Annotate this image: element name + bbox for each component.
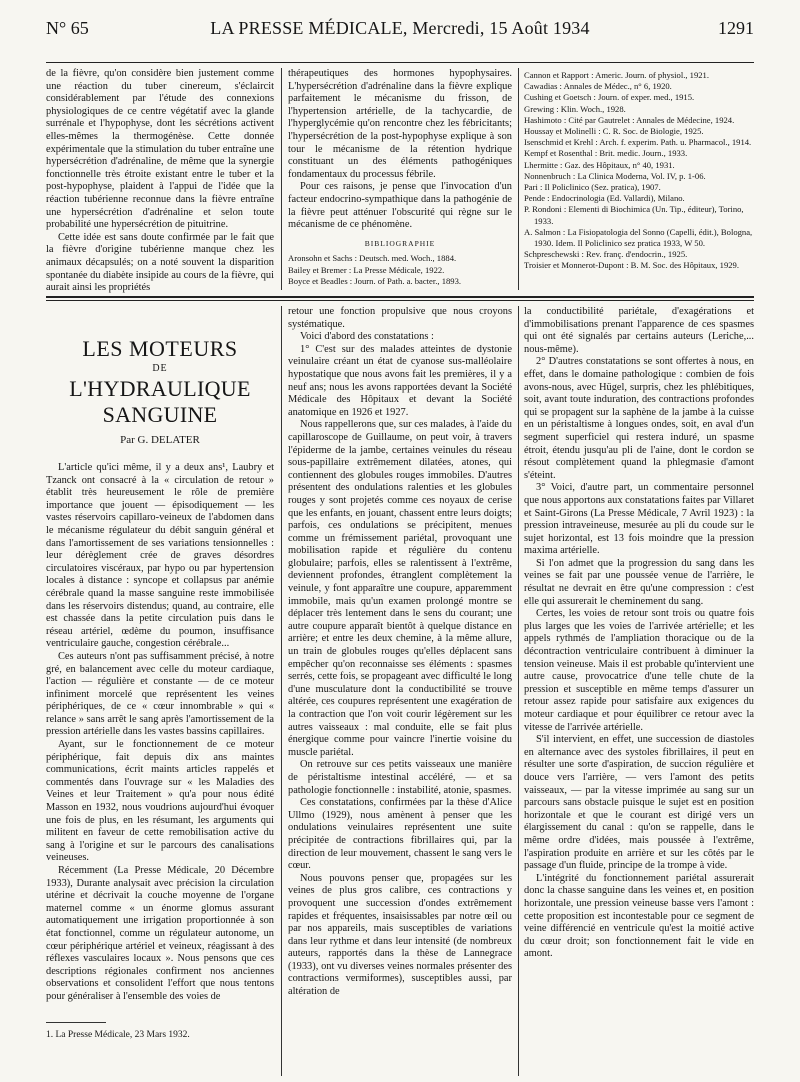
article-column-3 (524, 306, 754, 1076)
bibliography-list (288, 253, 512, 287)
bibliography-entry: Nonnenbruch : La Clinica Moderna, Vol. IV, p. 1-06. (524, 170, 706, 181)
bibliography-entry: Aronsohn et Sachs : Deutsch. med. Woch., 1884. (288, 253, 457, 264)
paragraph: On retrouve sur ces petits vaisseaux une manière de péristaltisme intestinal accéléré, — et sa pathologie fonctionnelle : instabilité, atonie, spasmes. (288, 759, 512, 796)
paragraph: Ces constatations, confirmées par la thèse d'Alice Ullmo (1929), nous amènent à penser que les ondulations veinulaires représentent une suite précipitée de contractions fibrillaires qui, par la direction de leur mouvement, chassent le sang vers le cœur. (288, 797, 512, 872)
paragraph: S'il intervient, en effet, une succession de diastoles en alternance avec des systoles fibrillaires, il peut en résulter une sorte d'aspiration, de succion régulière et douce vers l'arrière, — vers l'amont des petits vaisseaux, — par la vitesse imprimée au sang sur un parcours sans obstacle puisque le sujet est en position horizontale et que le courant est dirigé vers un élargissement du canal : qu'on se rappelle, dans le même ordre d'idées, mais poussée à l'extrême, l'aspiration produite en arrière et sur les côtés par le passage d'un fluide, principe de la trompe à vide. (524, 734, 754, 872)
paragraph: Ayant, sur le fonctionnement de ce moteur périphérique, fait depuis dix ans maintes communications, écrit maints articles rappelés et commentés dans l'ouvrage sur « les Maladies des Veines et leur Traitement » qu'a pour nous édité Masson en 1932, nous voudrions aujourd'hui évoquer une fois de plus, en les résumant, les arguments qui militent en faveur de cette remobilisation active du sang à l'origine et sur le parcours des canalisations veineuses. (46, 739, 274, 864)
top-column-1 (46, 68, 274, 294)
bibliography-entry: Hashimoto : Cité par Gautrelet : Annales de Médecine, 1924. (524, 114, 735, 125)
bibliography-heading: BIBLIOGRAPHIE (364, 238, 436, 248)
paragraph: 1° C'est sur des malades atteintes de dystonie veinulaire créant un état de cyanose sus-malléolaire hypostatique que nous avons fait les premières, il y a neuf ans; nous les avons rapportées devant la Société Médicale des Hôpitaux et devant la Société anatomique en 1926 et 1927. (288, 343, 512, 418)
column-divider (518, 68, 519, 290)
bibliography-column (524, 70, 754, 290)
column-divider (518, 306, 519, 1076)
paragraph: Nous pouvons penser que, propagées sur les veines de plus gros calibre, ces contractions y provoquent une succession d'ondes extrêmement rapides et fréquentes, insaisissables par notre œil ou par nos appareils, mais susceptibles de variations dans leur rythme et dans leur intensité (de nombreux auteurs, rapportés dans la thèse de Lannegrace (1933), ont vu diverses veines normales présenter des contractions vermiformes), susceptibles aussi, par altération de (288, 872, 512, 998)
paragraph: L'article qu'ici même, il y a deux ans¹, Laubry et Tzanck ont consacré à la « circulation de retour » établit très heureusement le rôle de première importance que jouent — épisodiquement — les vastes réservoirs capillaro-veineux de l'abdomen dans le mécanisme régulateur du débit sanguin général et dans l'amortissement de ses variations tensionnelles : leur dérèglement crée de graves désordres circulatoires viscéraux, par hypo ou par hypertension locales à distance : syncope et collapsus par anémie cérébrale quand la masse sanguine reste immobilisée dans les réservoirs distendus; quand, au contraire, elle est chassée dans la petite circulation puis dans le réseau artériel, œdème du poumon, insuffisance ventriculaire gauche, congestion cérébrale... (46, 462, 274, 650)
bibliography-entry: Houssay et Molinelli : C. R. Soc. de Biologie, 1925. (524, 126, 704, 137)
bibliography-entry: P. Rondoni : Elementi di Biochimica (Un. Tip., éditeur), Torino, 1933. (524, 204, 744, 226)
top-column-2 (288, 68, 512, 290)
article-title (46, 336, 274, 448)
header-rule (46, 62, 754, 63)
paragraph: de la fièvre, qu'on considère bien justement comme une réaction du tuber cinereum, s'éclaircit considérablement par l'étude des connexions physiologiques de ce centre végétatif avec la glande surrénale et l'hypophyse, dont les sécrétions activent elles-mêmes la thermogénèse. Cette donnée expérimentale que la stimulation du tuber entraîne une hypersécrétion d'adrénaline, de même que la synergie fonctionnelle très étroite existant entre le tuber et la post-hypophyse, plaident à l'appui de l'idée que la réaction tubérienne reconnue dans la fièvre entraîne une hypersécrétion d'adrénaline et selon toute probabilité une hypersécrétion de pituitrine. (46, 68, 274, 231)
paragraph: 3° Voici, d'autre part, un commentaire personnel que nous apportons aux constatations faites par Villaret et Saint-Girons (La Presse Médicale, 7 Avril 1923) : la pression intraveineuse, mesurée au pli du coude sur le sujet horizontal, est 13 fois moindre que la pression maxima artérielle. (524, 482, 754, 557)
page-number: 1291 (718, 18, 754, 38)
column-divider (281, 306, 282, 1076)
section-rule (46, 296, 754, 298)
bibliography-entry: Cushing et Goetsch : Journ. of exper. med., 1915. (524, 92, 695, 103)
bibliography-entry: Pari : Il Policlinico (Sez. pratica), 1907. (524, 182, 661, 193)
paragraph: Certes, les voies de retour sont trois ou quatre fois plus larges que les voies de l'arrivée artérielle; et les appels rythmés de l'ampliation thoracique ou de la décontraction ventriculaire contribuent à diminuer la tension veineuse. Mais il est probable qu'intervient une autre cause, provocatrice d'une telle chute de la pression et susceptible en même temps d'assurer un retour assez rapide pour satisfaire aux exigences du moteur cardiaque et pour équilibrer ce retour avec la vitesse de l'arrivée artérielle. (524, 608, 754, 733)
paragraph: Récemment (La Presse Médicale, 20 Décembre 1933), Durante analysait avec précision la circulation utérine et décrivait la couche moyenne de l'organe maternel comme « un énorme glomus assurant automatiquement une irrigation proportionnée à son état fonctionnel, comme un régulateur autonome, un cœur périphérique artériel et veineux, réagissant à des réflexes vasculaires locaux ». Nous pensons que ces descriptions régionales confirment nos anciennes observations et consolident l'effort que nous tentons pour généraliser à l'ensemble des voies de (46, 865, 274, 1002)
section-rule (46, 300, 754, 301)
paragraph: 2° D'autres constatations se sont offertes à nous, en effet, dans le domaine pathologique : combien de fois avons-nous, avec Hügel, surpris, chez les phlébitiques, soit, avant toute induration, des contractions profondes qui se propagent sur la saphène de la jambe à la cuisse en un péristaltisme à longues ondes, soit, en aval d'un segment superficiel qui restera induré, un spasme étroit, étendu jusqu'au pli de l'aine, dont le cordon se résout complètement quand la phlegmasie d'amont s'éteint. (524, 356, 754, 481)
bibliography-entry: Kempf et Rosenthal : Brit. medic. Journ., 1933. (524, 148, 688, 159)
paragraph: L'intégrité du fonctionnement pariétal assurerait donc la chasse sanguine dans les veines et, en position horizontale, une pression veineuse basse vers l'amont : cette proposition est incontestable pour ce segment de veine différencié en ventricule qu'est la moitié active du cœur droit; son fonctionnement fait le vide en amont. (524, 872, 754, 960)
article-title-line: DE (152, 363, 168, 374)
paragraph: Si l'on admet que la progression du sang dans les veines se fait par une poussée venue de l'arrière, le résultat ne devrait en être qu'une compression : c'est elle qui assurerait le cheminement du sang. (524, 557, 754, 607)
issue-number: N° 65 (46, 18, 89, 38)
paragraph: thérapeutiques des hormones hypophysaires. L'hypersécrétion d'adrénaline dans la fièvre explique parfaitement le mécanisme du frisson, de l'hypertension artérielle, de la tachycardie, de l'hyperglycémie qu'on rencontre chez les fébricitants; l'hypersécrétion de la post-hypophyse explique à son tour le mécanisme de la rétention hydrique constituant un des éléments pathogéniques fondamentaux du processus fébrile. (288, 68, 512, 180)
article-column-1 (46, 336, 274, 1016)
article-title-line: L'HYDRAULIQUE SANGUINE (69, 376, 251, 427)
paragraph: la conductibilité pariétale, d'exagérations et d'immobilisations prenant l'apparence de ces spasmes qui ont été signalés par certains auteurs (Leriche,... nous-même). (524, 306, 754, 355)
bibliography-entry: Isenschmid et Krehl : Arch. f. experim. Path. u. Pharmacol., 1914. (524, 137, 752, 148)
bibliography-entry: Lhermitte : Gaz. des Hôpitaux, n° 40, 1931. (524, 159, 675, 170)
column-divider (281, 68, 282, 290)
paragraph: Pour ces raisons, je pense que l'invocation d'un facteur endocrino-sympathique dans la pathogénie de la fièvre peut atténuer l'obscurité qui règne sur le mécanisme de ce phénomène. (288, 181, 512, 231)
bibliography-entry: Schpreschewski : Rev. franç. d'endocrin., 1925. (524, 249, 688, 260)
article-author: Par G. DELATER (120, 434, 200, 446)
bibliography-entry: Troisier et Monnerot-Dupont : B. M. Soc. des Hôpitaux, 1929. (524, 260, 739, 271)
page-header (46, 14, 754, 48)
bibliography-entry: Boyce et Beadles : Journ. of Path. a. bacter., 1893. (288, 275, 462, 286)
article-title-line: LES MOTEURS (82, 336, 238, 361)
footnote-rule (46, 1022, 106, 1023)
paragraph: Nous rappellerons que, sur ces malades, à l'aide du capillaroscope de Guillaume, on peut voir, à travers l'épiderme de la jambe, certaines veinules du réseau sous-papillaire extrêmement dilatées, atones, qui contiennent des globules rouges immobiles. D'autres présentent des ondulations ralenties et les globules rouges y sont projetés comme ces noyaux de cerise que les enfants, en jouant, chassent entre leurs doigts; parfois, ces ondulations se précipitent, menues comme un frémissement pariétal, provoquant une mobilisation rapide et régulière du contenu globulaire; parfois, elles se ralentissent à l'extrême, deviennent profondes, étranglent complètement la veinule, y font apparaître une coupure, apparemment immobile, mais qu'un examen prolongé montre se déplacer très lentement dans le sens du courant; une autre coupure apparaît bientôt à quelque distance en arrière; et entre les deux chemine, à la même allure, un train de globules rouges qu'elles déplacent sans empêcher qu'on reconnaisse ses éléments : spasmes serrés, cette fois, se propageant avec difficulté le long d'une musculature dont la conductibilité se trouve altérée, ces coupures représentent une exagération de la contraction que l'on voit courir légèrement sur les autres vaisseaux : mal conduite, elle se fait plus énergique comme pour vaincre l'inertie voisine du muscle pariétal. (288, 419, 512, 758)
bibliography-entry: Pende : Endocrinologia (Ed. Vallardi), Milano. (524, 193, 685, 204)
paragraph: Ces auteurs n'ont pas suffisamment précisé, à notre gré, en balancement avec celle du moteur cardiaque, l'action — régulière et constante — de ce moteur infiniment morcelé que représentent les veines périphériques, de ce « cœur innombrable » qui « relance » sans arrêt le sang après l'amortissement de la pression artérielle dans les vastes bassins capillaires. (46, 650, 274, 738)
bibliography-entry: A. Salmon : La Fisiopatologia del Sonno (Capelli, édit.), Bologna, 1930. Idem. Il Policlinico sez pratica 1933, W 50. (524, 226, 753, 249)
bibliography-entry: Cawadias : Annales de Médec., n° 6, 1920. (524, 81, 672, 92)
bibliography-entry: Grewing : Klin. Woch., 1928. (524, 103, 626, 114)
paragraph: Cette idée est sans doute confirmée par le fait que la fièvre d'origine tubérienne manque chez les animaux décapsulés; on a noté souvent la disparition spontanée du diabète insipide au cours de la fièvre, qui aurait ainsi les propriétés (46, 231, 274, 294)
footnote: 1. La Presse Médicale, 23 Mars 1932. (46, 1030, 190, 1040)
bibliography-entry: Cannon et Rapport : Americ. Journ. of physiol., 1921. (524, 70, 709, 80)
paragraph: Voici d'abord des constatations : (300, 331, 434, 343)
masthead-title: LA PRESSE MÉDICALE, Mercredi, 15 Août 1934 (210, 18, 590, 38)
paragraph: retour une fonction propulsive que nous croyons systématique. (288, 306, 512, 330)
bibliography-entry: Bailey et Bremer : La Presse Médicale, 1922. (288, 264, 445, 275)
article-column-2 (288, 306, 512, 1076)
